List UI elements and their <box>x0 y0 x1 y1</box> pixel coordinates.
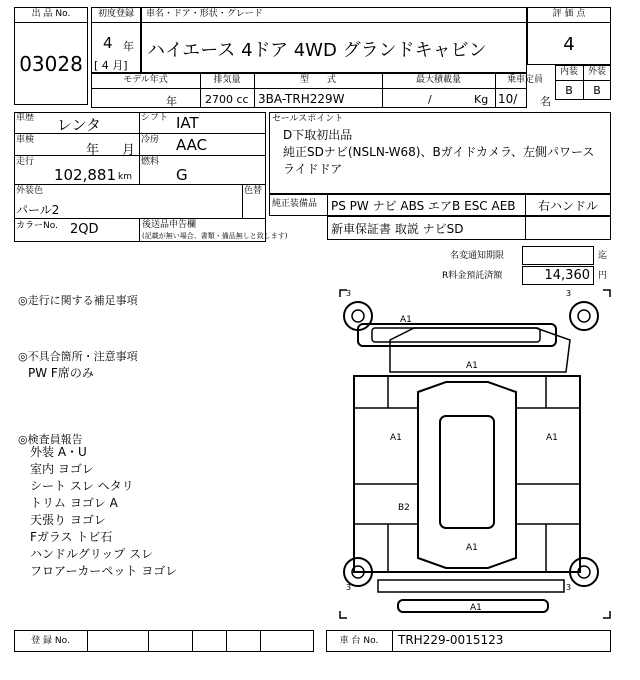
fuel-label: 燃料 <box>141 157 160 167</box>
sales-points <box>283 127 594 178</box>
capacity: 10/ <box>498 92 518 106</box>
recycle-label: R料金預託済額 <box>442 271 503 281</box>
first-registration-month: [ 4 月] <box>94 59 128 72</box>
defects-label: ◎不具合箇所・注意事項 <box>18 350 138 363</box>
damage-mark: A1 <box>466 361 478 371</box>
chassis-no: TRH229-0015123 <box>398 633 504 647</box>
color-no: 2QD <box>70 222 99 237</box>
inspector-item: フロアーカーペット ヨゴレ <box>30 564 178 578</box>
chassis-no-label: 車 台 No. <box>339 636 379 646</box>
exterior-grade: B <box>593 84 601 97</box>
vehicle-name-label: 車名・ドア・形状・グレード <box>146 9 263 19</box>
interior-label: 内装 <box>559 67 578 77</box>
recycle-unit: 円 <box>598 271 608 281</box>
inspection-month-unit: 月 <box>122 143 136 158</box>
history-label: 車歴 <box>16 113 35 123</box>
inspector-item: トリム ヨゴレ A <box>30 496 118 510</box>
score-value: 4 <box>563 34 575 55</box>
inspector-item: ハンドルグリップ スレ <box>30 547 154 561</box>
docs-label: 後送品申告欄 <box>142 220 197 230</box>
vehicle-name: ハイエース 4ドア 4WD グランドキャビン <box>147 40 487 61</box>
color: パール2 <box>16 203 60 217</box>
vehicle-damage-diagram <box>338 288 612 620</box>
damage-mark: A1 <box>546 433 558 443</box>
interior-grade: B <box>565 84 573 97</box>
inspector-item: 天張り ヨゴレ <box>30 513 106 527</box>
inspector-item: 室内 ヨゴレ <box>30 462 94 476</box>
history: レンタ <box>57 116 102 134</box>
name-change-field <box>522 246 594 265</box>
sales-point-2: 純正SDナビ(NSLN-W68)、Bガイドカメラ、左側パワース <box>283 145 595 159</box>
model-year-label: モデル年式 <box>123 75 168 85</box>
ac-label: 冷房 <box>141 135 160 145</box>
equipment: PS PW ナビ ABS エアB ESC AEB <box>331 199 516 213</box>
max-load-label: 最大積載量 <box>415 75 461 85</box>
sales-point-3: ライドドア <box>283 162 343 176</box>
inspection-label: 車検 <box>16 135 35 145</box>
damage-mark: A1 <box>470 603 482 613</box>
name-change-label: 名変通知期限 <box>450 251 505 261</box>
first-registration-year-unit: 年 <box>123 40 134 53</box>
warranty: 新車保証書 取説 ナビSD <box>331 222 464 236</box>
model-type: 3BA-TRH229W <box>258 92 345 106</box>
sales-point-label: セールスポイント <box>272 114 344 124</box>
inspector-item: 外装 A・U <box>30 445 87 459</box>
tire-tag-rear-left: 3 <box>346 583 352 592</box>
displacement-label: 排気量 <box>213 75 241 85</box>
registration-no-label: 登 録 No. <box>31 636 70 646</box>
mileage-label: 走行 <box>16 157 35 167</box>
inspection-year-unit: 年 <box>86 143 100 158</box>
model-type-label: 型 式 <box>299 75 336 85</box>
docs-note: (記載が無い場合、書類・備品無しと致します) <box>142 232 288 240</box>
max-load-unit: Kg <box>474 93 489 106</box>
lot-number: 03028 <box>19 52 83 76</box>
tire-tag-front-right: 3 <box>566 289 572 298</box>
inspector-label: ◎検査員報告 <box>18 433 83 446</box>
damage-mark: A1 <box>400 315 412 325</box>
fuel: G <box>176 166 188 184</box>
shift-label: シフト <box>141 113 169 123</box>
recycle-value: 14,360 <box>544 268 590 283</box>
driving-notes-label: ◎走行に関する補足事項 <box>18 294 138 307</box>
damage-mark: A1 <box>466 543 478 553</box>
capacity-unit: 名 <box>540 95 551 108</box>
model-year-unit: 年 <box>166 95 177 108</box>
name-change-unit: 迄 <box>598 251 608 261</box>
color-change-label: 色替 <box>244 186 263 196</box>
first-registration-label: 初度登録 <box>97 9 134 19</box>
defect-item: PW F席のみ <box>28 366 94 380</box>
first-registration-year: 4 <box>103 34 113 52</box>
inspector-items <box>30 444 177 580</box>
shift: IAT <box>176 114 199 132</box>
displacement: 2700 cc <box>205 93 249 106</box>
lot-number-label: 出 品 No. <box>31 9 71 19</box>
sales-point-1: D下取初出品 <box>283 128 353 142</box>
capacity-label: 乗車定員 <box>506 75 543 85</box>
damage-mark: B2 <box>398 503 410 513</box>
mileage: 102,881 <box>53 166 116 184</box>
color-no-label: カラーNo. <box>16 221 58 231</box>
exterior-label: 外装 <box>587 67 606 77</box>
equipment-label: 純正装備品 <box>272 199 318 209</box>
tire-tag-front-left: 3 <box>346 289 352 298</box>
mileage-unit: km <box>118 172 132 182</box>
inspector-item: Fガラス トビ石 <box>30 530 113 544</box>
damage-mark: A1 <box>390 433 402 443</box>
handle: 右ハンドル <box>537 199 598 213</box>
color-label: 外装色 <box>16 186 44 196</box>
score-label: 評 価 点 <box>552 9 586 19</box>
max-load-separator: / <box>428 93 432 106</box>
inspector-item: シート スレ ヘタリ <box>30 479 134 493</box>
tire-tag-rear-right: 3 <box>566 583 572 592</box>
ac: AAC <box>176 136 208 154</box>
